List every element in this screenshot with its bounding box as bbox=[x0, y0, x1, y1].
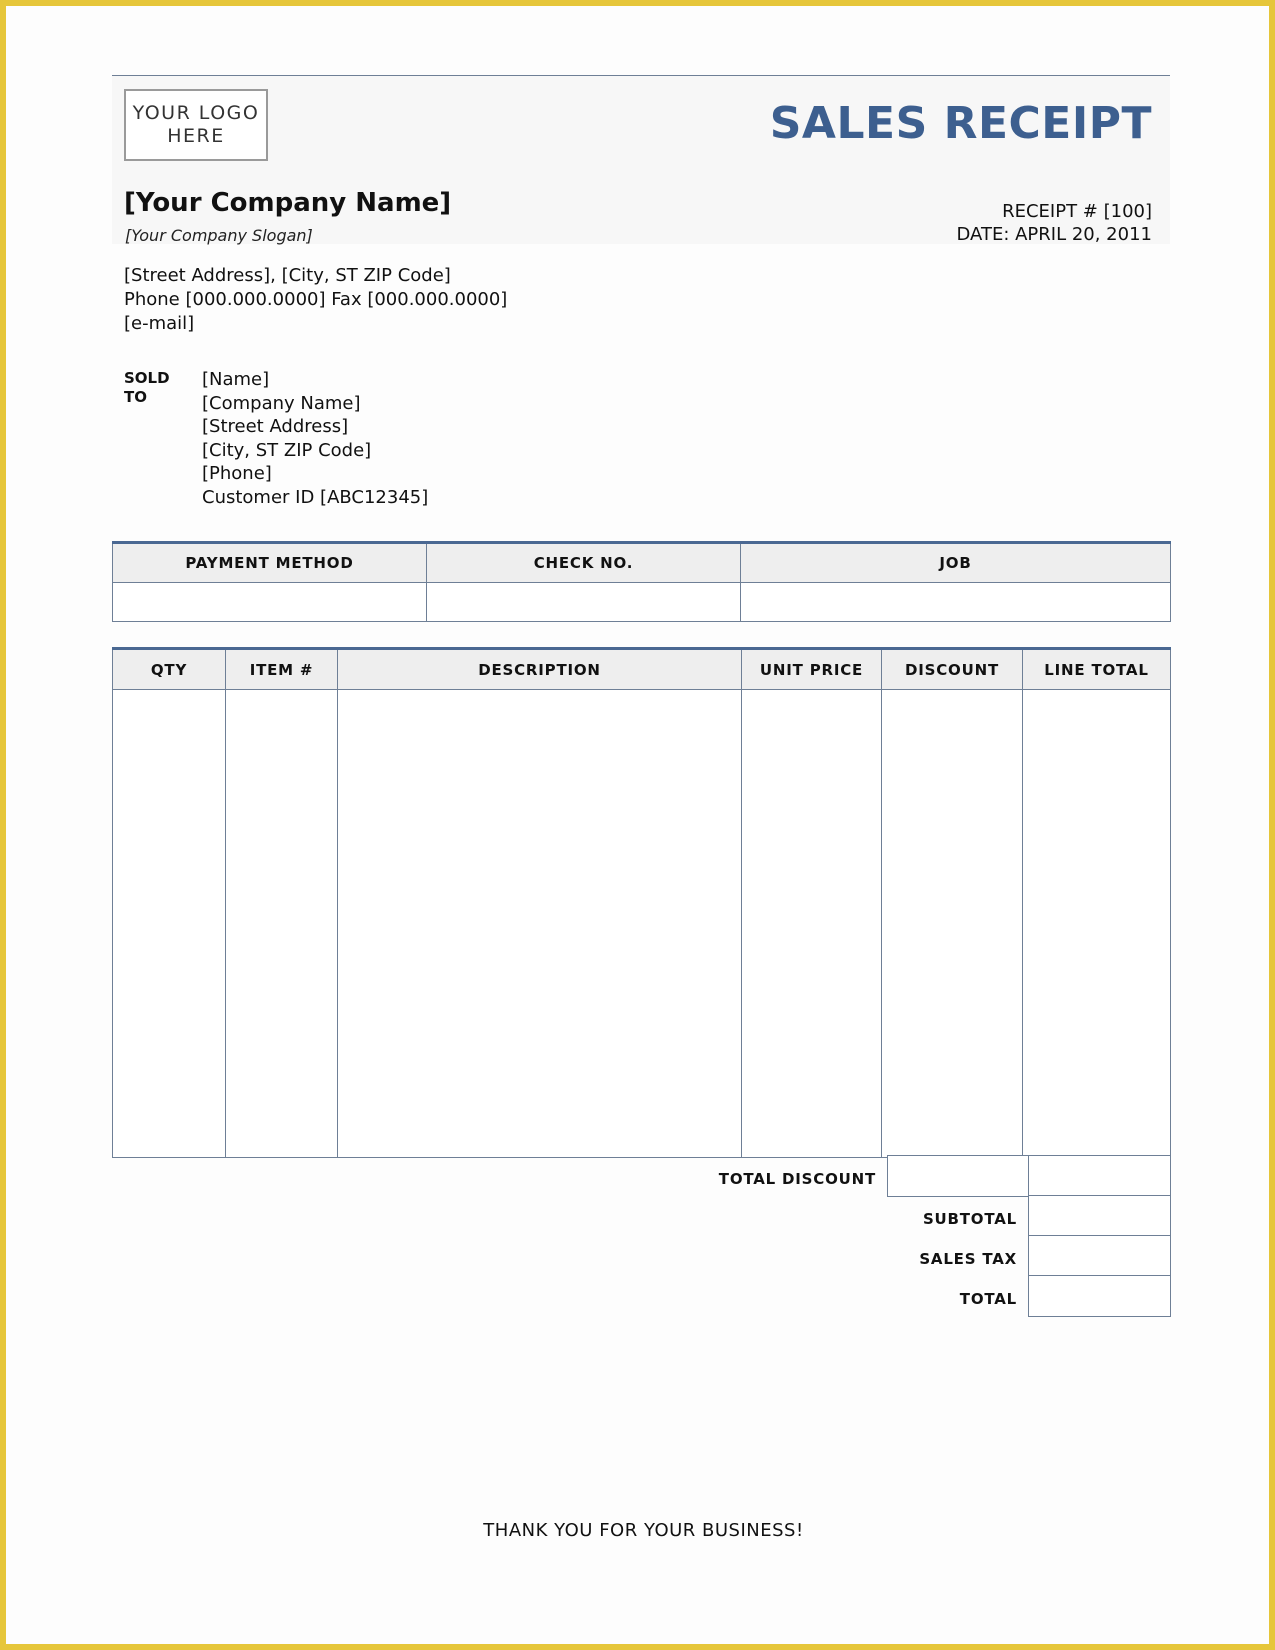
unit-price-cell[interactable] bbox=[742, 690, 882, 1158]
document-title: SALES RECEIPT bbox=[769, 98, 1152, 149]
payment-header-row bbox=[113, 543, 1171, 583]
payment-method-header: PAYMENT METHOD bbox=[113, 543, 427, 583]
subtotal-label: SUBTOTAL bbox=[922, 1210, 1017, 1228]
payment-table bbox=[112, 541, 1171, 622]
receipt-date: DATE: APRIL 20, 2011 bbox=[956, 224, 1152, 245]
qty-header: QTY bbox=[113, 649, 226, 690]
company-address bbox=[124, 264, 507, 336]
total-discount-line-cell[interactable] bbox=[1028, 1155, 1171, 1197]
line-total-header: LINE TOTAL bbox=[1023, 649, 1171, 690]
payment-method-cell[interactable] bbox=[113, 583, 427, 622]
totals-section bbox=[112, 1155, 1170, 1315]
check-no-cell[interactable] bbox=[427, 583, 741, 622]
unit-price-header: UNIT PRICE bbox=[742, 649, 882, 690]
item-number-cell[interactable] bbox=[226, 690, 338, 1158]
total-discount-cell[interactable] bbox=[887, 1155, 1030, 1197]
discount-header: DISCOUNT bbox=[882, 649, 1023, 690]
customer-city: [City, ST ZIP Code] bbox=[202, 439, 372, 461]
company-slogan: [Your Company Slogan] bbox=[125, 226, 313, 245]
logo-placeholder: YOUR LOGO HERE bbox=[124, 89, 268, 161]
discount-cell[interactable] bbox=[882, 690, 1023, 1158]
description-cell[interactable] bbox=[338, 690, 742, 1158]
customer-company: [Company Name] bbox=[202, 392, 361, 414]
sold-to-label-line: SOLD bbox=[124, 369, 170, 387]
check-no-header: CHECK NO. bbox=[427, 543, 741, 583]
total-discount-label: TOTAL DISCOUNT bbox=[718, 1170, 876, 1188]
items-body-row bbox=[113, 690, 1171, 1158]
total-label: TOTAL bbox=[959, 1290, 1017, 1308]
company-name: [Your Company Name] bbox=[124, 188, 452, 218]
subtotal-cell[interactable] bbox=[1028, 1195, 1171, 1237]
customer-id: Customer ID [ABC12345] bbox=[202, 486, 429, 508]
payment-row bbox=[113, 583, 1171, 622]
receipt-number: RECEIPT # [100] bbox=[1002, 201, 1152, 222]
customer-street: [Street Address] bbox=[202, 416, 349, 438]
total-cell[interactable] bbox=[1028, 1275, 1171, 1317]
description-header: DESCRIPTION bbox=[338, 649, 742, 690]
phone-fax-line: Phone [000.000.0000] Fax [000.000.0000] bbox=[124, 289, 508, 310]
job-header: JOB bbox=[741, 543, 1171, 583]
sold-to-details bbox=[202, 368, 428, 510]
sales-tax-label: SALES TAX bbox=[919, 1250, 1017, 1268]
customer-phone: [Phone] bbox=[202, 463, 272, 485]
customer-name: [Name] bbox=[202, 369, 270, 390]
line-total-cell[interactable] bbox=[1023, 690, 1171, 1158]
thank-you-message: THANK YOU FOR YOUR BUSINESS! bbox=[483, 1520, 804, 1541]
sold-to-label bbox=[124, 369, 184, 407]
sold-to-label-line: TO bbox=[124, 388, 147, 406]
sales-tax-cell[interactable] bbox=[1028, 1235, 1171, 1277]
email-line: [e-mail] bbox=[124, 313, 195, 334]
address-line: [Street Address], [City, ST ZIP Code] bbox=[124, 265, 451, 286]
qty-cell[interactable] bbox=[113, 690, 226, 1158]
item-number-header: ITEM # bbox=[226, 649, 338, 690]
items-table bbox=[112, 647, 1171, 1158]
receipt-meta bbox=[956, 200, 1152, 246]
items-header-row bbox=[113, 649, 1171, 690]
job-cell[interactable] bbox=[741, 583, 1171, 622]
